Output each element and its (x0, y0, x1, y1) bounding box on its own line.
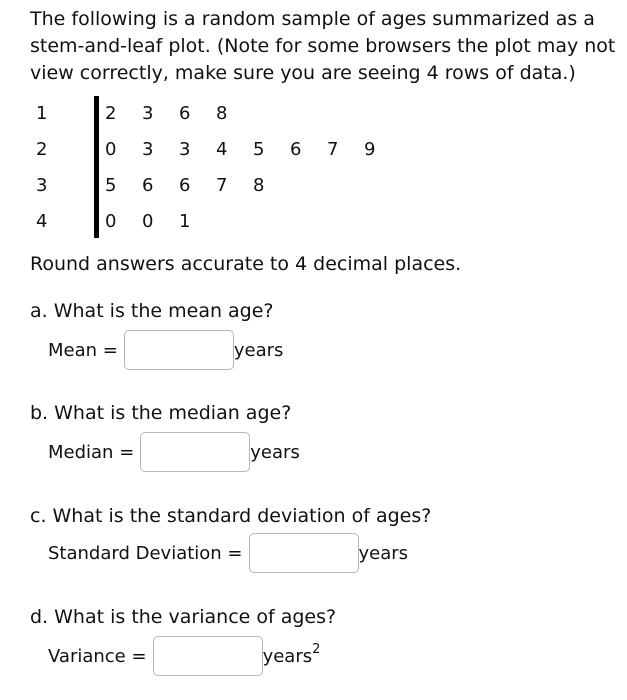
leaf-value: 6 (179, 175, 191, 196)
leaf-values (105, 132, 401, 168)
leaf-value: 5 (253, 139, 265, 160)
leaf-value: 3 (142, 139, 154, 160)
variance-unit-exponent: 2 (312, 641, 321, 657)
median-unit: years (250, 441, 300, 463)
leaf-value: 8 (253, 175, 265, 196)
leaf-value: 0 (105, 139, 117, 160)
leaf-value: 6 (142, 175, 154, 196)
leaf-value: 6 (290, 139, 302, 160)
leaf-value: 1 (179, 211, 191, 232)
standard-deviation-unit: years (358, 542, 409, 564)
leaf-value: 7 (216, 175, 228, 196)
question-standard-deviation: c. What is the standard deviation of ages? (30, 505, 432, 527)
question-variance: d. What is the variance of ages? (30, 606, 337, 628)
stem-value: 4 (36, 211, 48, 232)
mean-unit: years (233, 339, 284, 361)
stem-value: 1 (36, 103, 48, 124)
mean-input[interactable] (124, 330, 234, 370)
leaf-value: 7 (327, 139, 339, 160)
standard-deviation-answer-row (48, 531, 408, 575)
leaf-value: 3 (179, 139, 191, 160)
leaf-value: 5 (105, 175, 117, 196)
variance-unit-text: years (262, 645, 313, 667)
mean-answer-row (48, 328, 283, 372)
leaf-values (105, 168, 290, 204)
stem-leaf-divider (94, 96, 99, 238)
median-label: Median = (48, 441, 135, 463)
median-answer-row (48, 430, 300, 474)
standard-deviation-input[interactable] (249, 533, 359, 573)
leaf-value: 9 (364, 139, 376, 160)
variance-input[interactable] (153, 636, 263, 676)
leaf-value: 8 (216, 103, 228, 124)
leaf-value: 3 (142, 103, 154, 124)
leaf-value: 0 (142, 211, 154, 232)
variance-unit (262, 641, 321, 667)
intro-text: The following is a random sample of ages summarized as a stem-and-leaf plot. (Note for some browsers the plot may not view correctly, make sure you are seeing 4 rows of data.) (30, 8, 616, 84)
variance-label: Variance = (48, 645, 147, 667)
question-median: b. What is the median age? (30, 402, 292, 424)
question-mean: a. What is the mean age? (30, 300, 274, 322)
leaf-value: 4 (216, 139, 228, 160)
stem-value: 3 (36, 175, 48, 196)
leaf-values (105, 204, 216, 240)
leaf-value: 6 (179, 103, 191, 124)
stem-value: 2 (36, 139, 48, 160)
variance-answer-row (48, 634, 320, 678)
leaf-values (105, 96, 253, 132)
rounding-instruction: Round answers accurate to 4 decimal places. (30, 253, 462, 275)
mean-label: Mean = (48, 339, 118, 361)
stem-leaf-plot (30, 96, 430, 241)
standard-deviation-label: Standard Deviation = (48, 542, 243, 564)
leaf-value: 0 (105, 211, 117, 232)
leaf-value: 2 (105, 103, 117, 124)
median-input[interactable] (140, 432, 250, 472)
